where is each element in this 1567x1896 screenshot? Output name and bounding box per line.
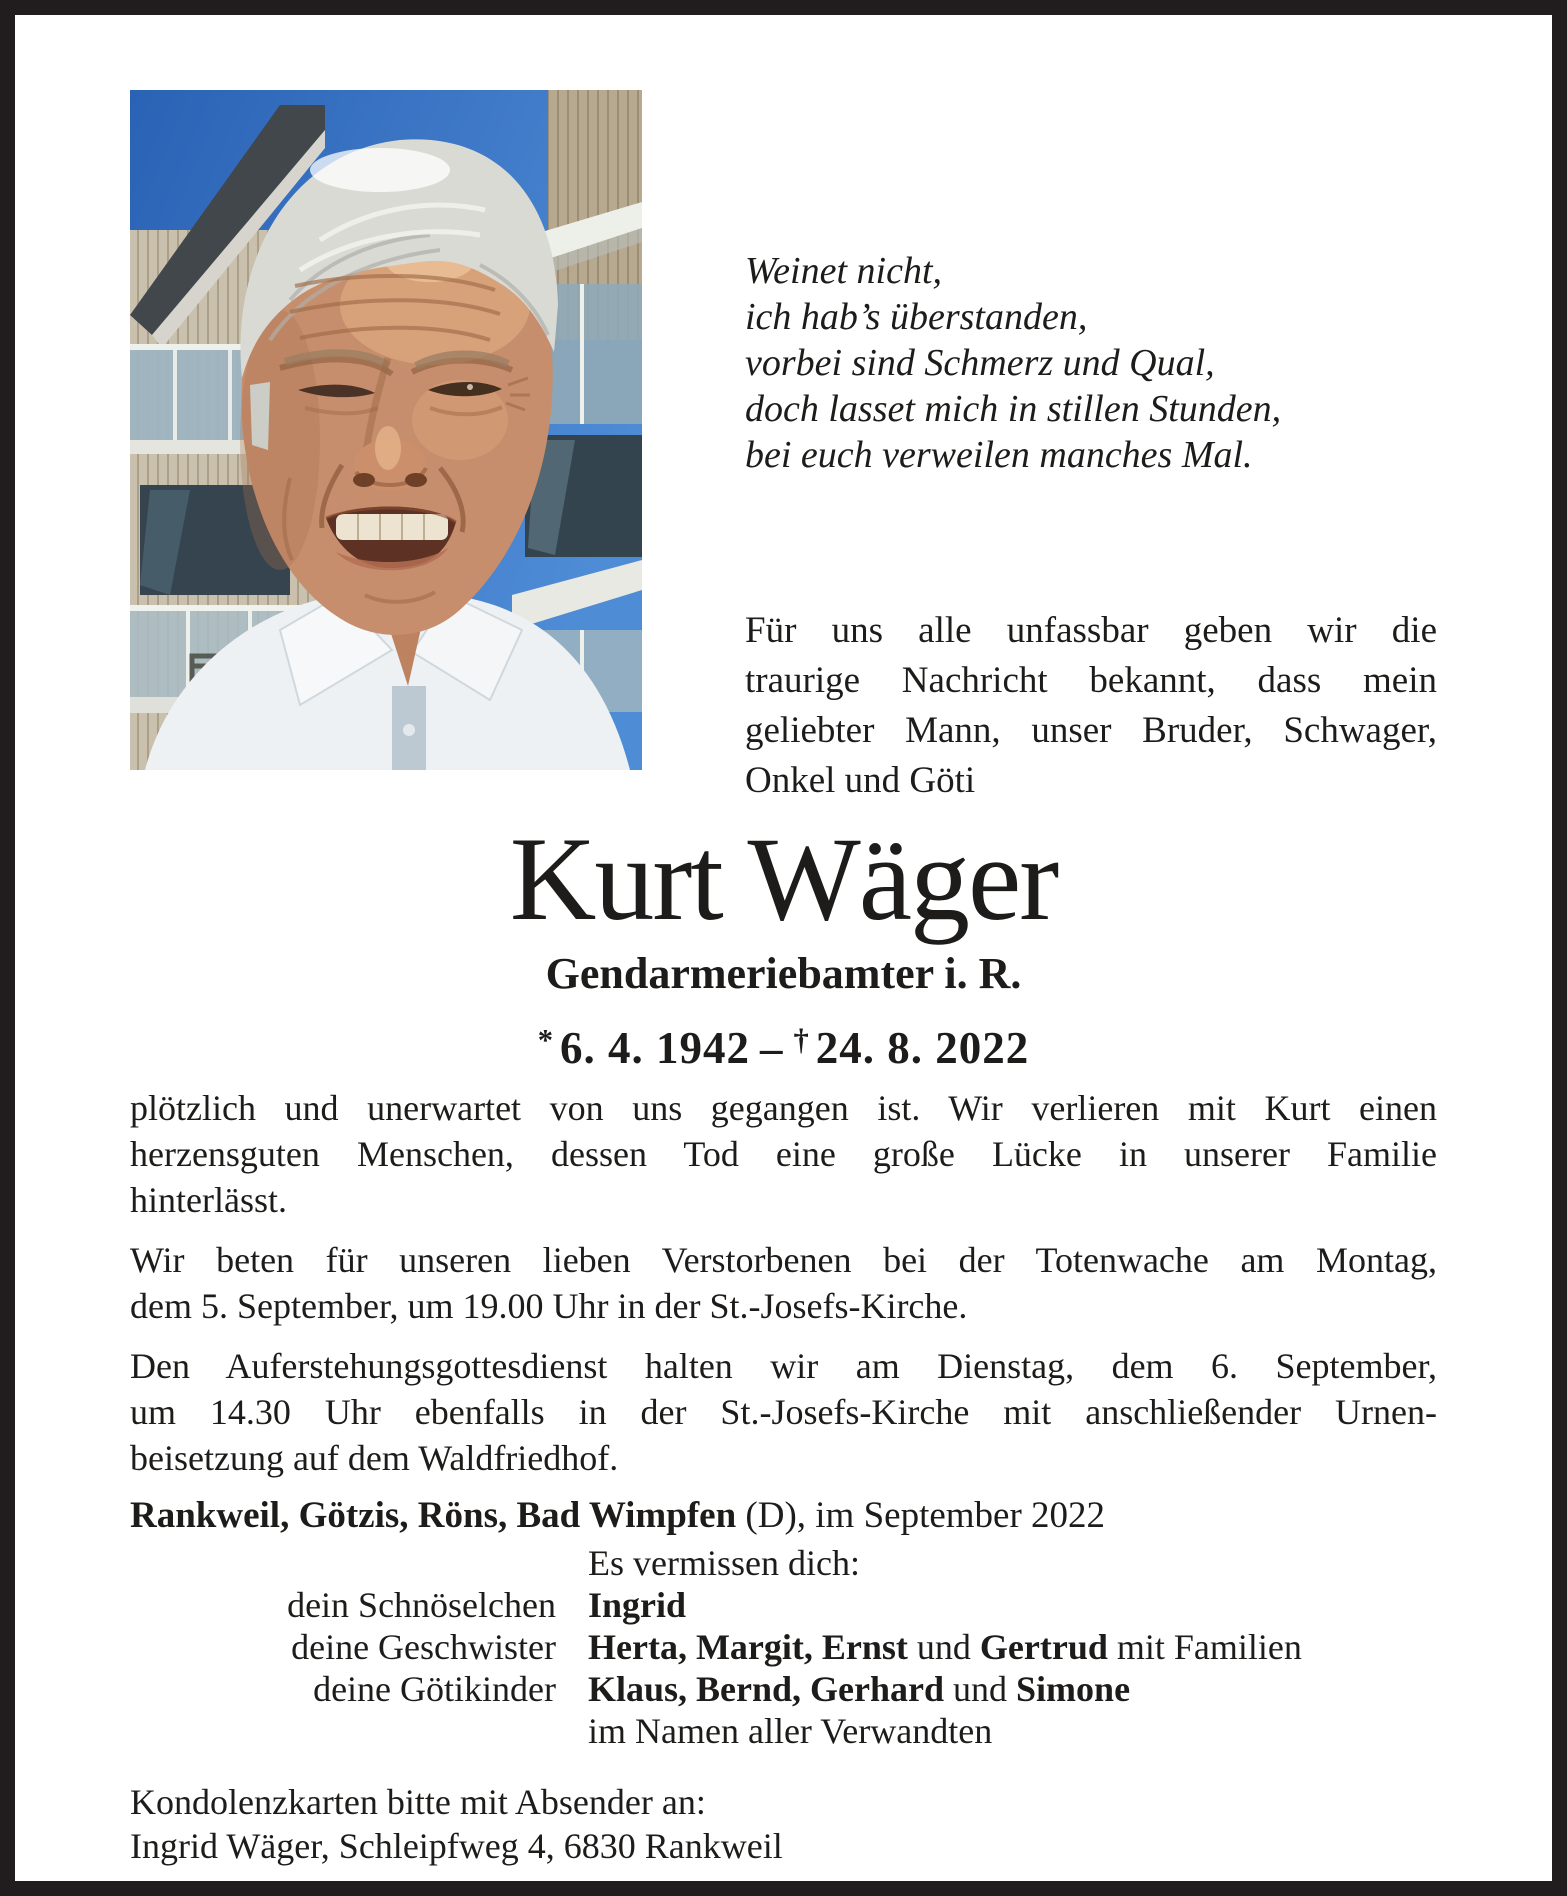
mourning-names — [588, 1626, 1302, 1668]
mourner-name: Klaus, Bernd, Gerhard — [588, 1669, 945, 1709]
mourners-heading: Es vermissen dich: — [588, 1543, 860, 1583]
birth-date: 6. 4. 1942 — [560, 1023, 750, 1073]
mourning-relation: deine Götikinder — [313, 1669, 556, 1709]
mourning-row-3 — [130, 1668, 1437, 1710]
condolence-request: Kondolenzkarten bitte mit Absender an: — [130, 1782, 706, 1822]
paragraph-totenwache — [130, 1237, 1437, 1329]
mourner-name: Herta, Margit, Ernst — [588, 1627, 908, 1667]
paragraph-funeral-service-line-2: um 14.30 Uhr ebenfalls in der St.-Josefs-Kirche mit anschließender Urnen- — [130, 1392, 1437, 1432]
announcement-intro-line-2: traurige Nachricht bekannt, dass mein — [745, 660, 1437, 701]
mourning-row-1 — [130, 1584, 1437, 1626]
location-places: Rankweil, Götzis, Röns, Bad Wimpfen — [130, 1495, 737, 1536]
mourning-relation: deine Geschwister — [291, 1627, 556, 1667]
deceased-name: Kurt Wäger — [509, 812, 1058, 945]
condolence-address — [130, 1780, 1437, 1868]
mourning-names — [588, 1584, 686, 1626]
announcement-intro-line-4: Onkel und Göti — [745, 760, 976, 801]
mourner-text: mit Familien — [1107, 1627, 1302, 1667]
mourning-row-2 — [130, 1626, 1437, 1668]
portrait-photo — [130, 90, 642, 770]
mourner-text: und — [944, 1669, 1017, 1709]
memorial-poem-line-5: bei euch verweilen manches Mal. — [745, 434, 1253, 476]
paragraph-farewell-line-1: plötzlich und unerwartet von uns gegangen ist. Wir verlieren mit Kurt einen — [130, 1088, 1437, 1128]
paragraph-funeral-service-line-1: Den Auferstehungsgottesdienst halten wir am Dienstag, dem 6. September, — [130, 1346, 1437, 1386]
death-dagger-symbol: † — [793, 1023, 810, 1058]
condolence-recipient: Ingrid Wäger, Schleipfweg 4, 6830 Rankweil — [130, 1826, 783, 1866]
mourner-name: Simone — [1016, 1669, 1131, 1709]
paragraph-totenwache-line-2: dem 5. September, um 19.00 Uhr in der St.-Josefs-Kirche. — [130, 1286, 968, 1326]
paragraph-farewell-line-3: hinterlässt. — [130, 1180, 287, 1220]
mourning-relation: dein Schnöselchen — [287, 1585, 556, 1625]
memorial-poem-line-4: doch lasset mich in stillen Stunden, — [745, 388, 1282, 430]
life-dates — [130, 1022, 1437, 1074]
announcement-intro-line-1: Für uns alle unfassbar geben wir die — [745, 610, 1437, 651]
location-line — [130, 1494, 1437, 1537]
memorial-poem — [745, 248, 1445, 478]
mourning-names — [588, 1668, 1130, 1710]
paragraph-farewell — [130, 1085, 1437, 1223]
mourners-closing: im Namen aller Verwandten — [588, 1711, 993, 1751]
mourner-name: Gertrud — [979, 1627, 1108, 1667]
memorial-poem-line-1: Weinet nicht, — [745, 250, 942, 292]
paragraph-farewell-line-2: herzensguten Menschen, dessen Tod eine große Lücke in unserer Familie — [130, 1134, 1437, 1174]
dates-separator: – — [760, 1023, 784, 1073]
mourners-section — [130, 1542, 1437, 1752]
death-date: 24. 8. 2022 — [815, 1023, 1030, 1073]
paragraph-funeral-service-line-3: beisetzung auf dem Waldfriedhof. — [130, 1438, 619, 1478]
memorial-poem-line-3: vorbei sind Schmerz und Qual, — [745, 342, 1215, 384]
mourner-name: Ingrid — [588, 1585, 687, 1625]
deceased-profession: Gendarmeriebamter i. R. — [545, 949, 1022, 998]
mourners-rows — [130, 1584, 1437, 1710]
mourner-text: und — [907, 1627, 980, 1667]
memorial-poem-line-2: ich hab’s überstanden, — [745, 296, 1088, 338]
announcement-intro — [745, 606, 1437, 806]
paragraph-totenwache-line-1: Wir beten für unseren lieben Verstorbenen bei der Totenwache am Montag, — [130, 1240, 1437, 1280]
paragraph-funeral-service — [130, 1343, 1437, 1481]
announcement-intro-line-3: geliebter Mann, unser Bruder, Schwager, — [745, 710, 1437, 751]
portrait-photo-illustration — [130, 90, 642, 770]
birth-star-symbol: * — [537, 1023, 554, 1058]
location-date: (D), im September 2022 — [736, 1495, 1106, 1536]
